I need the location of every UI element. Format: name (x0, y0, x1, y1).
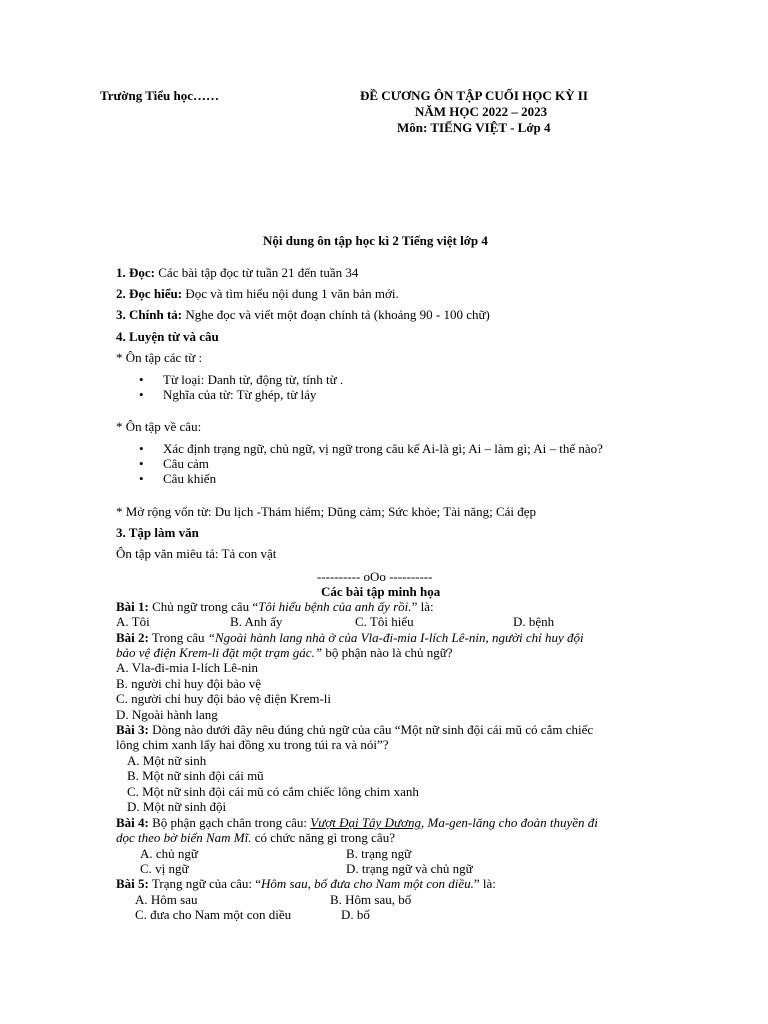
exercise-1-text-before: Chủ ngữ trong câu “ (148, 599, 259, 614)
exercise-2-quote-line1: “Ngoài hành lang nhà ở của Vla-đi-mia I-lích Lê-nin, người chỉ huy đội (207, 630, 584, 645)
exercises-title: Các bài tập minh họa (321, 584, 441, 599)
exercise-2-question-line1 (116, 630, 584, 645)
exercise-4-text-after: có chức năng gì trong câu? (251, 830, 395, 845)
exercise-3-option-c: C. Một nữ sinh đội cái mũ có cắm chiếc lông chim xanh (127, 784, 419, 799)
section-1-label: 1. Đọc: (116, 265, 155, 280)
exercise-1-option-a: A. Tôi (116, 614, 150, 629)
exercise-5-option-c: C. đưa cho Nam một con diều (135, 907, 292, 922)
sentence-item-1: • Xác định trạng ngữ, chủ ngữ, vị ngữ trong câu kể Ai-là gì; Ai – làm gì; Ai – thế nào? (163, 441, 603, 456)
exercise-1-option-c: C. Tôi hiểu (355, 614, 414, 629)
exercise-4-text-before: Bộ phận gạch chân trong câu: (148, 815, 311, 830)
exercise-2-label: Bài 2: (116, 630, 149, 645)
exercise-2-option-b: B. người chỉ huy đội bảo vệ (116, 676, 261, 691)
exercise-3-option-b: B. Một nữ sinh đội cái mũ (127, 768, 264, 783)
exercise-4-italic-line2: dọc theo bờ biển Nam Mĩ. (116, 830, 252, 845)
exercise-3-question-line2: lông chim xanh lấy hai đồng xu trong túi ra và nói”? (116, 737, 389, 752)
section-5-text: Ôn tập văn miêu tả: Tả con vật (116, 546, 277, 561)
exercise-5-question (116, 876, 496, 891)
exercise-3-option-d: D. Một nữ sinh đội (127, 799, 227, 814)
sentence-item-2: • Câu cảm (163, 456, 209, 471)
section-2-text: Đọc và tìm hiểu nội dung 1 văn bản mới. (182, 286, 399, 301)
section-3 (116, 307, 490, 322)
exercise-2-text-before: Trong câu (148, 630, 208, 645)
divider: ---------- oOo ---------- (317, 569, 433, 584)
exercise-5-text-before: Trạng ngữ của câu: “ (148, 876, 261, 891)
exercise-5-option-d: D. bố (341, 907, 370, 922)
exercise-4-option-b: B. trạng ngữ (346, 846, 412, 861)
exercise-4-question-line1 (116, 815, 598, 830)
exercise-2-text-after: bộ phận nào là chủ ngữ? (322, 645, 453, 660)
exercise-2-option-a: A. Vla-đi-mia I-lích Lê-nin (116, 660, 258, 675)
doc-title-line2: NĂM HỌC 2022 – 2023 (415, 104, 548, 119)
exercise-3-option-a: A. Một nữ sinh (127, 753, 207, 768)
exercise-1-option-d: D. bệnh (513, 614, 555, 629)
exercise-2-option-d: D. Ngoài hành lang (116, 707, 218, 722)
exercise-5-quote: Hôm sau, bố đưa cho Nam một con diều. (260, 876, 474, 891)
exercise-4-label: Bài 4: (116, 815, 149, 830)
section-1 (116, 265, 358, 280)
doc-title-line3: Môn: TIẾNG VIỆT - Lớp 4 (397, 120, 551, 135)
section-4-label: 4. Luyện từ và câu (116, 329, 219, 344)
section-5-label: 3. Tập làm văn (116, 525, 199, 540)
exercise-2-question-line2 (116, 645, 453, 660)
doc-title-line1: ĐỀ CƯƠNG ÔN TẬP CUỐI HỌC KỲ II (360, 88, 588, 103)
section-1-text: Các bài tập đọc từ tuần 21 đến tuần 34 (155, 265, 359, 280)
exercise-3-question-line1 (116, 722, 593, 737)
exercise-5-option-b: B. Hôm sau, bố (330, 892, 412, 907)
exercise-5-option-a: A. Hôm sau (135, 892, 198, 907)
sentence-intro: * Ôn tập về câu: (116, 419, 202, 434)
section-2 (116, 286, 399, 301)
section-3-text: Nghe đọc và viết một đoạn chính tả (khoảng 90 - 100 chữ) (182, 307, 490, 322)
exercise-4-question-line2 (116, 830, 395, 845)
section-3-label: 3. Chính tả: (116, 307, 183, 322)
words-intro: * Ôn tập các từ : (116, 350, 203, 365)
exercise-3-line1: Dòng nào dưới đây nêu đúng chủ ngữ của câu “Một nữ sinh đội cái mũ có cắm chiếc (148, 722, 594, 737)
words-item-1: • Từ loại: Danh từ, động từ, tính từ . (163, 372, 343, 387)
exercise-2-option-c: C. người chỉ huy đội bảo vệ điện Krem-li (116, 691, 332, 706)
exercise-4-underlined: Vượt Đại Tây Dương (310, 815, 421, 830)
exercise-4-italic-rest: , Ma-gen-lăng cho đoàn thuyền đi (421, 815, 598, 830)
exercise-1-question (116, 599, 434, 614)
exercise-5-text-after: ” là: (473, 876, 496, 891)
exercise-4-option-a: A. chủ ngữ (140, 846, 198, 861)
school-name: Trường Tiểu học…… (100, 88, 220, 103)
vocab-expansion: * Mở rộng vốn từ: Du lịch -Thám hiểm; Dũng cảm; Sức khỏe; Tài năng; Cái đẹp (116, 504, 537, 519)
exercise-1-quote: Tôi hiểu bệnh của anh ấy rồi. (258, 599, 412, 614)
exercise-1-label: Bài 1: (116, 599, 149, 614)
words-item-2: • Nghĩa của từ: Từ ghép, từ láy (163, 387, 316, 402)
exercise-1-text-after: ” là: (411, 599, 434, 614)
exercise-5-label: Bài 5: (116, 876, 149, 891)
content-title: Nội dung ôn tập học kì 2 Tiếng việt lớp 4 (263, 233, 488, 248)
exercise-2-quote-line2: bảo vệ điện Krem-li đặt một trạm gác.” (116, 645, 323, 660)
section-2-label: 2. Đọc hiểu: (116, 286, 183, 301)
exercise-1-option-b: B. Anh ấy (230, 614, 283, 629)
exercise-4-option-c: C. vị ngữ (140, 861, 189, 876)
exercise-3-label: Bài 3: (116, 722, 149, 737)
exercise-4-option-d: D. trạng ngữ và chủ ngữ (346, 861, 473, 876)
sentence-item-3: • Câu khiến (163, 471, 216, 486)
